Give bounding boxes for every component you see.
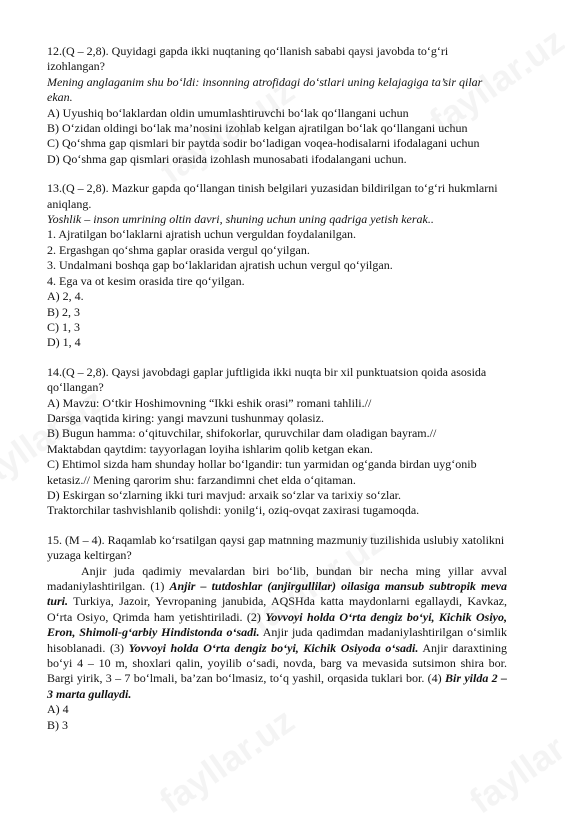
numbered-sentence-4: Bir yilda 2 – 3 marta gullaydi. — [47, 671, 507, 701]
answer-option-b[interactable]: B) O‘zidan oldingi bo‘lak ma’nosini izohlab kelgan ajratilgan bo‘lak qo‘llangani uchun — [47, 121, 468, 136]
answer-option-b[interactable]: B) 3 — [47, 717, 68, 732]
question-13 — [47, 181, 507, 350]
answer-option-a[interactable]: A) 4 — [47, 702, 69, 717]
question-text: 15. (M – 4). Raqamlab ko‘rsatilgan qaysi gap matnning mazmuniy tuzilishida uslubiy xatolikni yuzaga keltirgan? — [47, 532, 505, 563]
passage-text: Anjir daraxtining bo‘yi 4 – 10 m, shoxlari qalin, yoyilib o‘sadi, novda, barg va mevasida sutsimon shira bor. Bargi yirik, 3 – 7 bo‘lmali, ba’zan bo‘lmasiz, to‘q yashil, orqasida tuklari bor. (4) — [47, 640, 507, 686]
statement-4: 4. Ega va ot kesim orasida tire qo‘yilgan. — [47, 273, 245, 288]
passage-text: Turkiya, Jazoir, Yevropaning janubida, AQSHda katta maydonlarni egallaydi, Kavkaz, O‘rta Osiyo, Qrimda ham yetishtiriladi. (2) — [47, 594, 507, 624]
statement-2: 2. Ergashgan qo‘shma gaplar orasida vergul qo‘yilgan. — [47, 242, 310, 257]
answer-option-d[interactable]: D) 1, 4 — [47, 335, 81, 350]
answer-option-b-cont: Maktabdan qaytdim: tayyorlagan loyiha ishlarim qolib ketgan ekan. — [47, 441, 373, 456]
passage — [47, 564, 507, 703]
passage-text: Anjir juda qadimdan madaniylashtirilgan o‘simlik hisoblanadi. (3) — [47, 625, 507, 655]
answer-option-a[interactable]: A) 2, 4. — [47, 289, 84, 304]
answer-option-b[interactable]: B) 2, 3 — [47, 304, 80, 319]
numbered-sentence-2: Yovvoyi holda O‘rta dengiz bo‘yi, Kichik Osiyo, Eron, Shimoli-g‘arbiy Hindistonda o‘sadi. — [47, 609, 507, 640]
answer-option-c[interactable]: C) 1, 3 — [47, 319, 80, 334]
document-page — [47, 44, 507, 747]
answer-option-a[interactable]: A) Uyushiq bo‘laklardan oldin umumlashtiruvchi bo‘lak qo‘llangani uchun — [47, 105, 409, 120]
statement-1: 1. Ajratilgan bo‘laklarni ajratish uchun verguldan foydalanilgan. — [47, 227, 357, 242]
answer-option-c[interactable]: C) Ehtimol sizda ham shunday hollar bo‘lgandir: tun yarmidan og‘ganda birdan uyg‘onib ketasiz.// Mening qarorim shu: farzandimni chet elda o‘qitaman. — [47, 457, 477, 487]
answer-option-a[interactable]: A) Mavzu: O‘tkir Hoshimovning “Ikki eshik orasi” romani tahlili.// — [47, 395, 372, 410]
answer-option-d[interactable]: D) Eskirgan so‘zlarning ikki turi mavjud: arxaik so‘zlar va tarixiy so‘zlar. — [47, 487, 402, 502]
example-sentence: Yoshlik – inson umrining oltin davri, shuning uchun uning qadriga yetish kerak.. — [47, 212, 434, 227]
question-text: 12.(Q – 2,8). Quyidagi gapda ikki nuqtaning qo‘llanish sababi qaysi javobda to‘g‘ri izohlangan? — [47, 44, 449, 74]
answer-option-a-cont: Darsga vaqtida kiring: yangi mavzuni tushunmay qolasiz. — [47, 410, 324, 425]
passage-text: Anjir juda qadimiy mevalardan biri bo‘lib, bundan bir necha ming yillar avval madaniylashtirilgan. (1) — [47, 563, 507, 593]
question-14 — [47, 365, 507, 519]
answer-option-d-cont: Traktorchilar tashvishlanib qolishdi: yonilg‘i, oziq-ovqat zaxirasi tugamoqda. — [47, 503, 420, 518]
question-text: 13.(Q – 2,8). Mazkur gapda qo‘llangan tinish belgilari yuzasidan bildirilgan to‘g‘ri hukmlarni aniqlang. — [47, 181, 498, 211]
question-text: 14.(Q – 2,8). Qaysi javobdagi gaplar juftligida ikki nuqta bir xil punktuatsion qoida asosida qo‘llangan? — [47, 364, 487, 395]
answer-option-d[interactable]: D) Qo‘shma gap qismlari orasida izohlash munosabati ifodalangani uchun. — [47, 151, 407, 166]
numbered-sentence-1: Anjir – tutdoshlar (anjirgullilar) oilasiga mansub subtropik meva turi. — [47, 579, 507, 609]
statement-3: 3. Undalmani boshqa gap bo‘laklaridan ajratish uchun vergul qo‘yilgan. — [47, 258, 393, 273]
question-12 — [47, 44, 507, 167]
numbered-sentence-3: Yovvoyi holda O‘rta dengiz bo‘yi, Kichik Osiyoda o‘sadi. — [128, 640, 419, 655]
answer-option-c[interactable]: C) Qo‘shma gap qismlari bir paytda sodir bo‘ladigan voqea-hodisalarni ifodalagani uchun — [47, 136, 480, 151]
question-15 — [47, 533, 507, 733]
answer-option-b[interactable]: B) Bugun hamma: o‘qituvchilar, shifokorlar, quruvchilar dam oladigan bayram.// — [47, 426, 437, 441]
example-sentence: Mening anglaganim shu bo‘ldi: insonning atrofidagi do‘stlari uning kelajagiga ta’sir qilar ekan. — [47, 74, 483, 105]
